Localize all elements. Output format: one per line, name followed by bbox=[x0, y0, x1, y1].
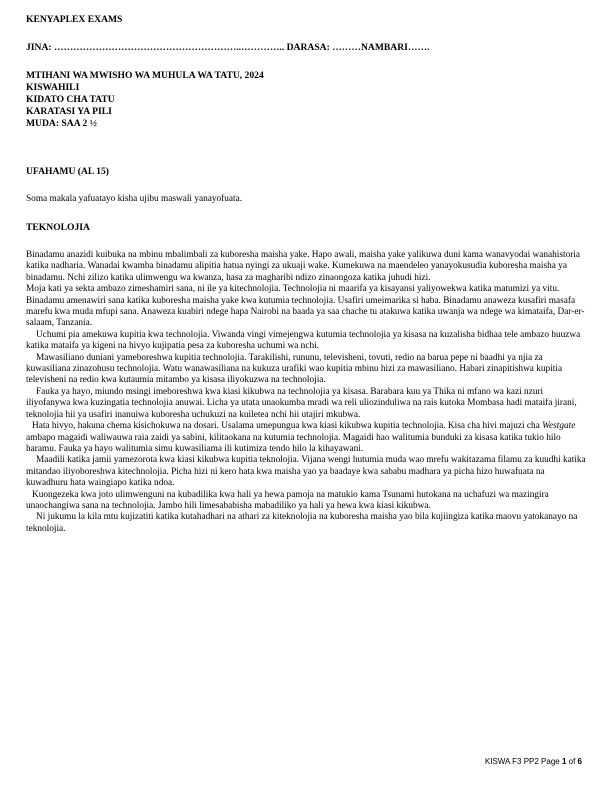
passage-paragraph-8: Kuongezeka kwa joto ulimwenguni na kubadilika kwa hali ya hewa pamoja na matukio kama Tsunami hutokana na uchafuzi wa mazingira unaochangiwa sana na technolojia. Jambo hili limesababisha mabadiliko ya hali ya hewa kwa kiasi kikubwa. bbox=[26, 489, 549, 511]
footer-page-number: 1 bbox=[561, 757, 567, 766]
student-details-line: JINA: …………………………………………………..………….. DARASA: ………NAMBARI……. bbox=[26, 42, 430, 53]
passage-paragraph-7: Maadili katika jamii yamezorota kwa kiasi kikubwa kupitia teknolojia. Vijana wengi hutumia muda wao mrefu wakitazama filamu za kuudhi katika mitandao iliyoboreshwa kitechnolojia. Picha hizi ni kero hata kwa maisha yao ya baadaye kwa sababu madhara ya picha hizo huwafuata na kuwadhuru hata waingiapo katika ndoa. bbox=[26, 455, 586, 489]
passage-paragraph-1: Binadamu anazidi kuibuka na mbinu mbalimbali za kuboresha maisha yake. Hapo awali, maisha yake yalikuwa duni kama wanavyodai wanahistoria katika nadharia. Wanadai kwamba binadamu alipitia hatua nyingi za ukuaji wake. Kumekuwa na maendeleo yanayokusudia kuboresha maisha ya binadamu. Nchi zilizo katika ulimwengu wa kwanza, hasa za magharibi ndizo zinaongoza katika juhudi hizi. bbox=[26, 250, 581, 283]
paper-number: KARATASI YA PILI bbox=[26, 106, 112, 117]
footer-code: KISWA F3 PP2 Page bbox=[484, 757, 562, 766]
exam-title: MTIHANI WA MWISHO WA MUHULA WA TATU, 2024 bbox=[26, 70, 264, 81]
westgate-italic: Westgate bbox=[542, 421, 576, 432]
passage-paragraph-5: Fauka ya hayo, miundo msingi imeboreshwa kwa kiasi kikubwa na technolojia ya kisasa. Barabara kuu ya Thika ni mfano wa kazi nzuri iliyofanywa kwa kuzingatia technolojia anuwai. Licha ya utata unaokumba mradi wa reli uliozinduliwa na rais kutoka Mombasa hadi mataifa jirani, teknolojia hii ya usafiri inanuiwa kuboresha uchukuzi na kuiletea nchi hii utajiri mkubwa. bbox=[26, 386, 577, 420]
subject-name: KISWAHILI bbox=[26, 82, 80, 93]
paragraph-6-text-b: ambapo magaidi waliwauwa raia zaidi ya sabini, kilitaokana na kutumia technolojia. Magaidi hao walitumia bunduki za kisasa katika tukio hilo haramu. Fauka ya hayo walitumia simu kuwasiliama ili kutimiza tendo hilo la kihayawani. bbox=[26, 432, 561, 454]
passage-title: TEKNOLOJIA bbox=[26, 222, 90, 233]
section-title: UFAHAMU (AL 15) bbox=[26, 166, 109, 177]
passage-paragraph-3: Uchumi pia amekuwa kupitia kwa technolojia. Viwanda vingi vimejengwa kutumia technolojia ya kisasa na kuzalisha bidhaa tele ambazo huuzwa katika mataifa ya kigeni na hivyo kujipatia pesa za kuboresha uchumi wa nchi. bbox=[26, 329, 581, 352]
passage-paragraph-4: Mawasiliano duniani yameboreshwa kupitia technolojia. Tarakilishi, rununu, televisheni, tovuti, redio na barua pepe ni baadhi ya njia za kuwasiliana zinazohusu technolojia. Watu wanawasiliana na kukuza urafiki wao kupitia mbinu hizi za mawasiliano. Habari zinapitishwa kupitia televisheni na redio kwa kutaumia mitambo ya kisasa iliyokuzwa na technolojia. bbox=[26, 352, 563, 386]
school-name: KENYAPLEX EXAMS bbox=[26, 14, 123, 25]
exam-duration: MUDA: SAA 2 ½ bbox=[26, 118, 97, 129]
passage-paragraph-9: Ni jukumu la kila mtu kujizatiti katika kutahadhari na athari za kiteknolojia na kuboresha maisha yao bila kujiingiza katika maovu yatokanayo na teknolojia. bbox=[26, 512, 578, 534]
passage-paragraph-6 bbox=[26, 421, 586, 455]
footer-of: of bbox=[566, 757, 578, 766]
exam-header-block bbox=[26, 70, 264, 130]
form-level: KIDATO CHA TATU bbox=[26, 94, 115, 105]
footer-total-pages: 6 bbox=[577, 757, 582, 766]
passage-body bbox=[26, 250, 586, 535]
passage-paragraph-2: Moja kati ya sekta ambazo zimeshamiri sana, ni ile ya kitechnolojia. Technolojia ni maarifa ya kisayansi yaliyowekwa katika matumizi ya vitu. Binadamu amenawiri sana katika kuboresha maisha yake kwa kutumia technolojia. Usafiri umeimarika si haba. Binadamu anaweza kusafiri masafa marefu kwa muda mfupi sana. Anaweza kuabiri ndege hapa Nairobi na baada ya saa chache tu atakuwa katika uwanja wa ndege wa kimataifa, Dar-er-salaam, Tanzania. bbox=[26, 284, 585, 329]
section-instruction: Soma makala yafuatayo kisha ujibu maswali yanayofuata. bbox=[26, 194, 243, 204]
page-footer bbox=[485, 757, 582, 766]
paragraph-6-text-a: Hata hivyo, hakuna chema kisichokuwa na dosari. Usalama umepungua kwa kiasi kikubwa kupitia technolojia. Kisa cha hivi majuzi cha bbox=[32, 421, 543, 432]
